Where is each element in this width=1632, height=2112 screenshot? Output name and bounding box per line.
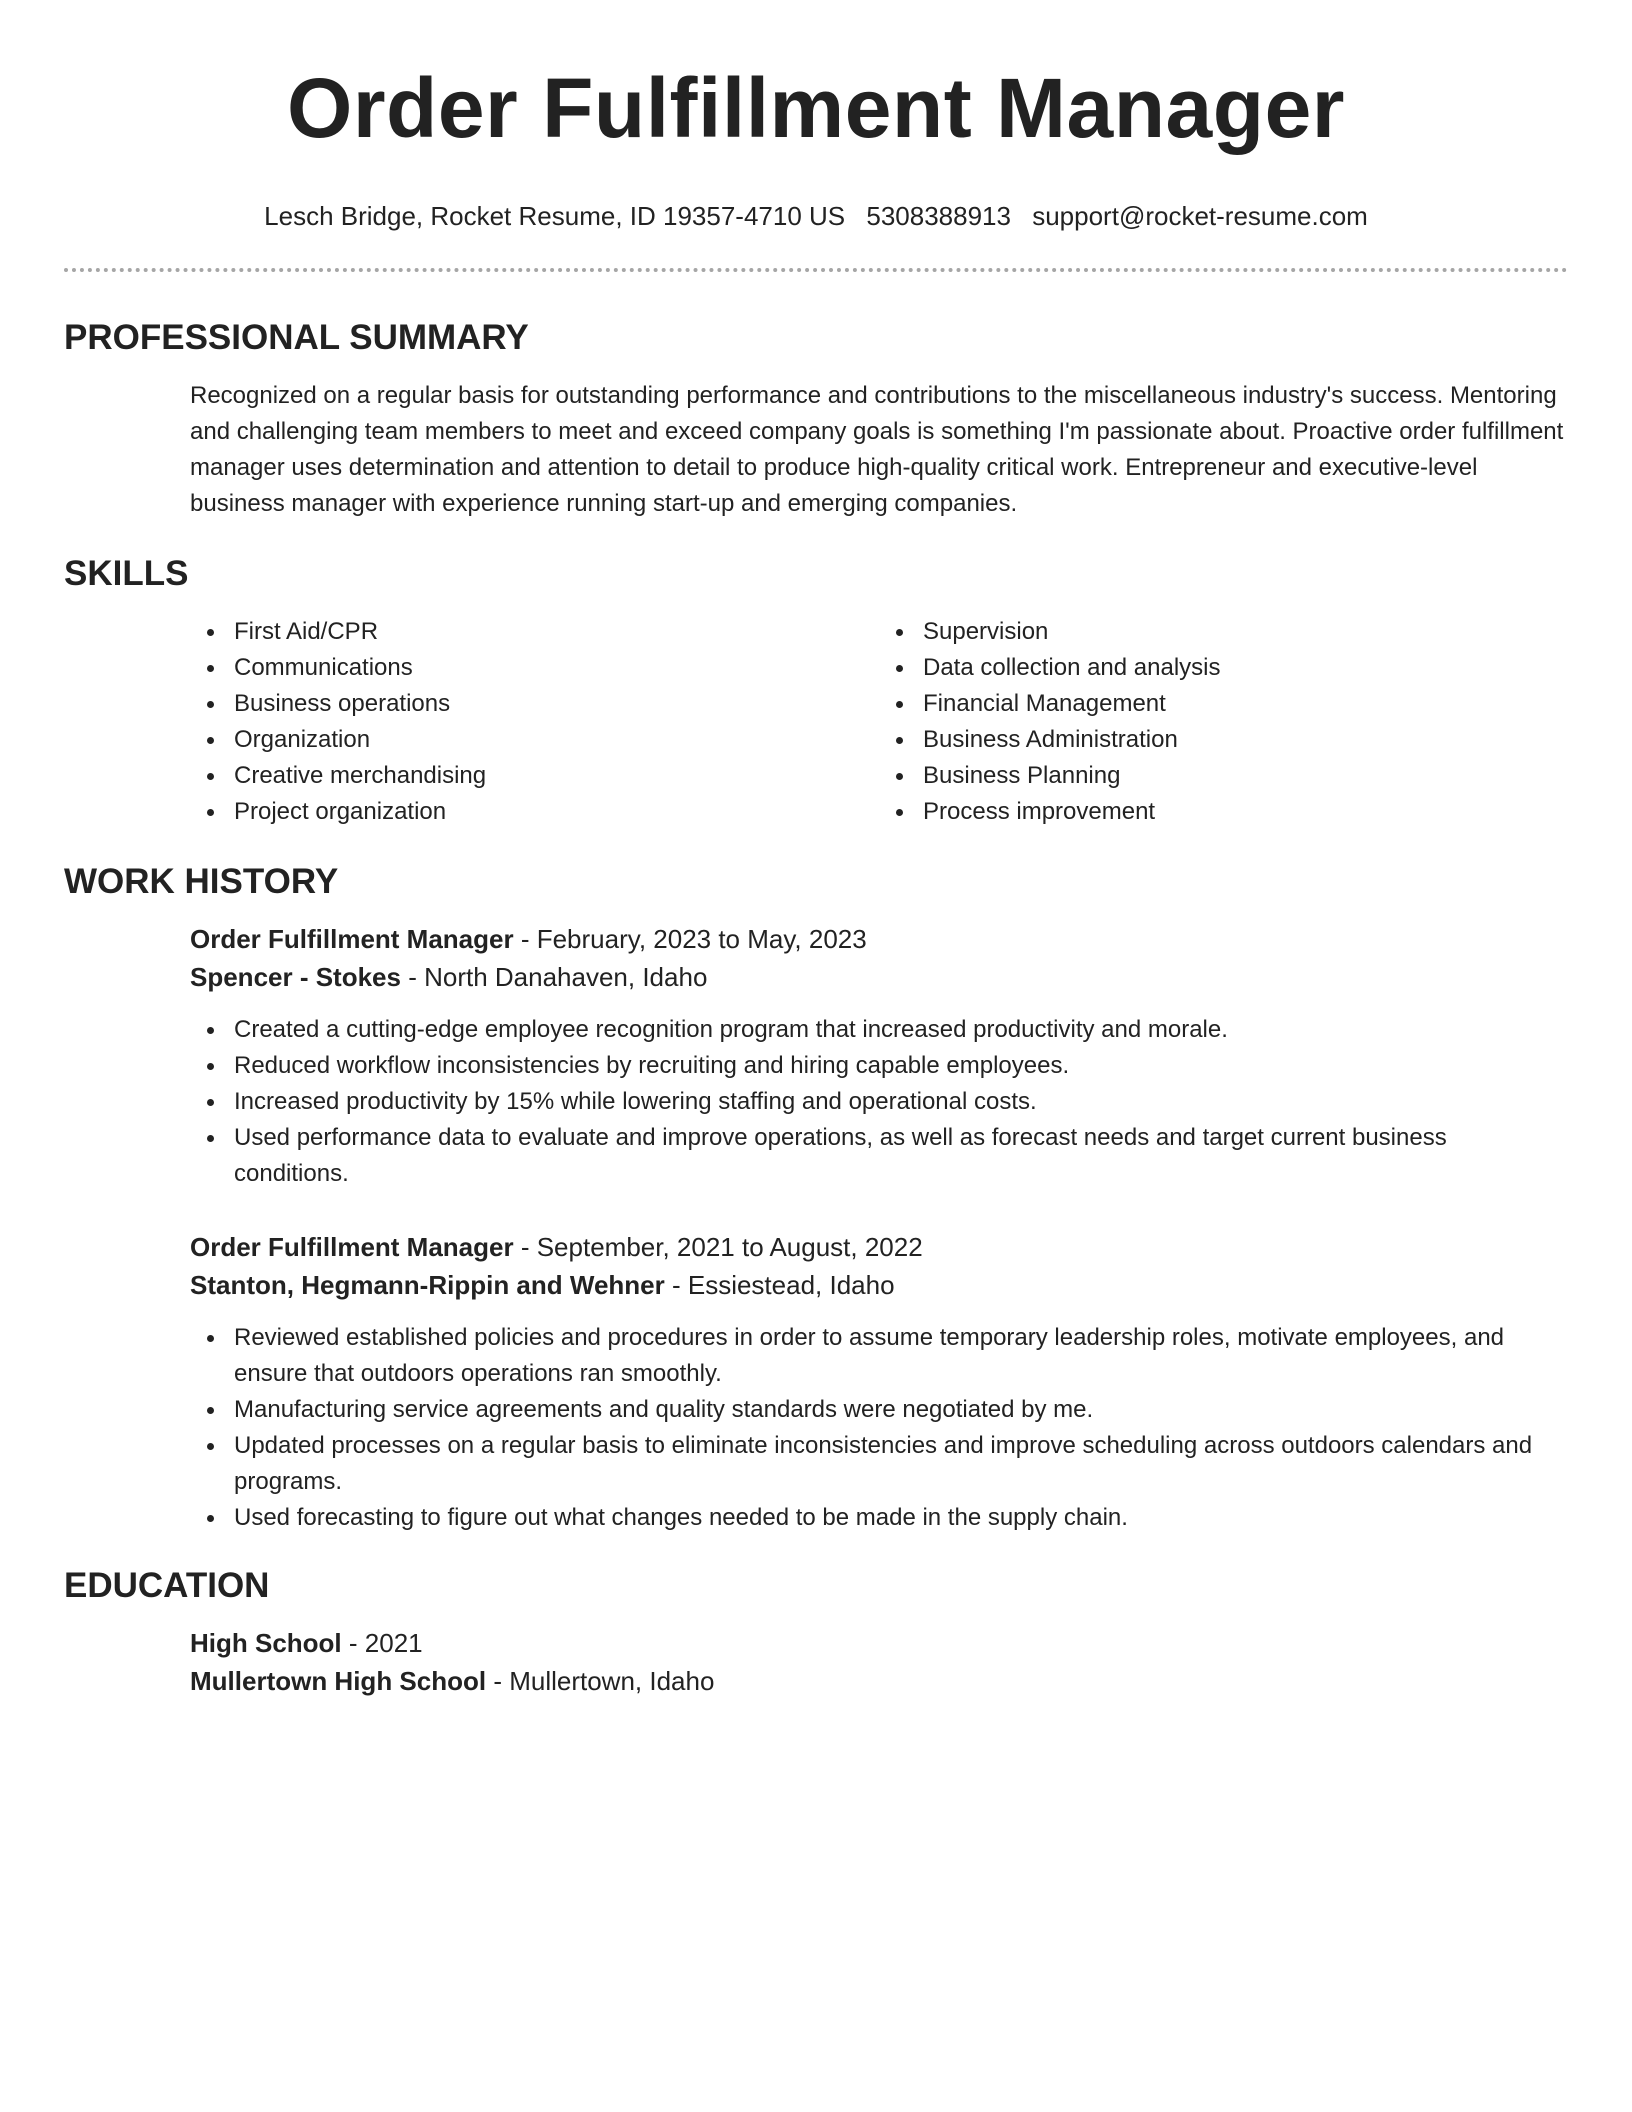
job-duty: Updated processes on a regular basis to eliminate inconsistencies and improve scheduling across outdoors calendars and programs. (234, 1428, 1568, 1500)
education-location: - Mullertown, Idaho (486, 1666, 715, 1696)
job-dates: - February, 2023 to May, 2023 (513, 924, 867, 954)
skill-item: First Aid/CPR (234, 614, 879, 650)
skill-item: Process improvement (923, 794, 1568, 830)
resume-title: Order Fulfillment Manager (287, 61, 1345, 155)
job-duty: Reviewed established policies and procedures in order to assume temporary leadership roles, motivate employees, and ensure that outdoors operations ran smoothly. (234, 1320, 1568, 1392)
skill-item: Supervision (923, 614, 1568, 650)
contact-phone: 5308388913 (866, 201, 1011, 231)
skill-item: Business operations (234, 686, 879, 722)
job-role: Order Fulfillment Manager (190, 924, 514, 954)
job-duty: Reduced workflow inconsistencies by recruiting and hiring capable employees. (234, 1048, 1568, 1084)
job-location: - Essiestead, Idaho (664, 1270, 895, 1300)
education-entry (190, 1624, 1568, 1700)
skills-column-right (879, 614, 1568, 830)
skills-column-left (190, 614, 879, 830)
skills-heading: SKILLS (64, 554, 189, 593)
education-school-line (190, 1662, 1568, 1700)
education-year: - 2021 (341, 1628, 423, 1658)
contact-address: Lesch Bridge, Rocket Resume, ID 19357-4710 US (264, 201, 846, 231)
job-duties (190, 1320, 1568, 1536)
skill-item: Creative merchandising (234, 758, 879, 794)
job-role: Order Fulfillment Manager (190, 1232, 514, 1262)
skill-item: Business Planning (923, 758, 1568, 794)
education-degree-line (190, 1624, 1568, 1662)
job-dates: - September, 2021 to August, 2022 (513, 1232, 923, 1262)
job-duties (190, 1012, 1568, 1192)
job-duty: Manufacturing service agreements and quality standards were negotiated by me. (234, 1392, 1568, 1428)
job-duty: Used performance data to evaluate and improve operations, as well as forecast needs and target current business conditions. (234, 1120, 1568, 1192)
job-duty: Created a cutting-edge employee recognition program that increased productivity and morale. (234, 1012, 1568, 1048)
job-entry (190, 1228, 1568, 1536)
skills-list (190, 614, 1568, 830)
job-duty: Increased productivity by 15% while lowering staffing and operational costs. (234, 1084, 1568, 1120)
job-entry (190, 920, 1568, 1192)
job-role-line (190, 920, 1568, 958)
job-company-line (190, 1266, 1568, 1304)
job-role-line (190, 1228, 1568, 1266)
education-heading: EDUCATION (64, 1566, 270, 1605)
summary-heading: PROFESSIONAL SUMMARY (64, 318, 529, 357)
skill-item: Project organization (234, 794, 879, 830)
job-company-line (190, 958, 1568, 996)
job-duty: Used forecasting to figure out what changes needed to be made in the supply chain. (234, 1500, 1568, 1536)
skill-item: Financial Management (923, 686, 1568, 722)
skill-item: Communications (234, 650, 879, 686)
summary-text: Recognized on a regular basis for outstanding performance and contributions to the miscellaneous industry's success. Mentoring and challenging team members to meet and exceed company goals is something I'm passionate about. Proactive order fulfillment manager uses determination and attention to detail to produce high-quality critical work. Entrepreneur and executive-level business manager with experience running start-up and emerging companies. (190, 382, 1564, 517)
education-school: Mullertown High School (190, 1666, 487, 1696)
header-divider (64, 268, 1568, 272)
job-location: - North Danahaven, Idaho (400, 962, 708, 992)
skill-item: Business Administration (923, 722, 1568, 758)
work-history-heading: WORK HISTORY (64, 862, 339, 901)
education-degree: High School (190, 1628, 342, 1658)
skill-item: Organization (234, 722, 879, 758)
job-company: Stanton, Hegmann-Rippin and Wehner (190, 1270, 665, 1300)
contact-line (64, 200, 1568, 232)
job-company: Spencer - Stokes (190, 962, 401, 992)
skill-item: Data collection and analysis (923, 650, 1568, 686)
contact-email: support@rocket-resume.com (1032, 201, 1368, 231)
